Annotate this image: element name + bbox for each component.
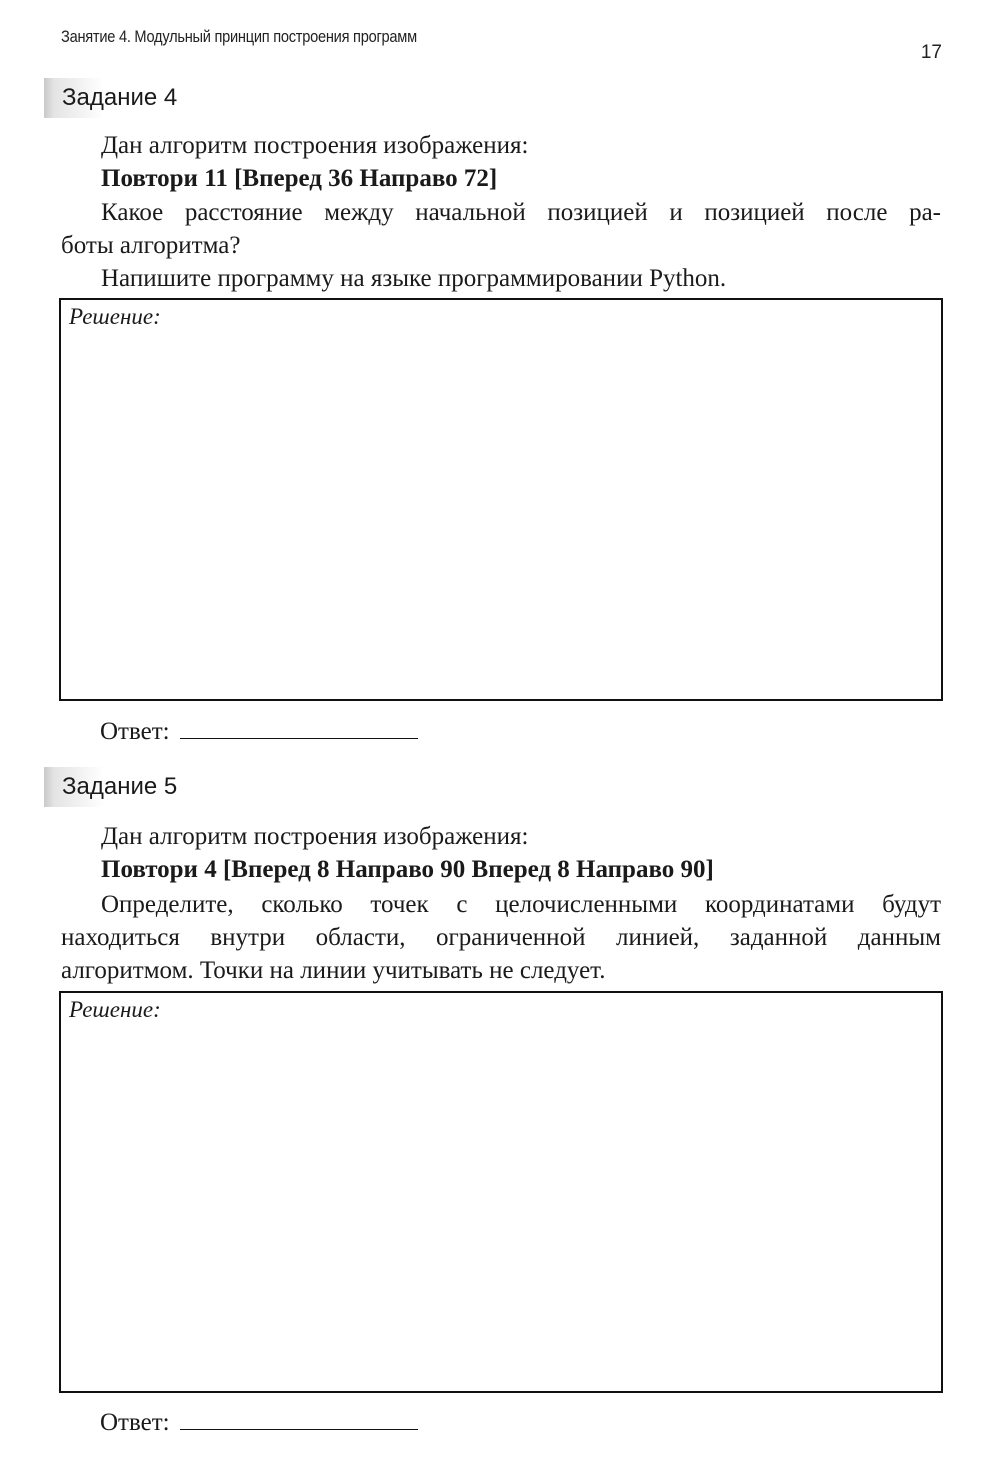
- task-5-answer-blank[interactable]: [180, 1407, 418, 1430]
- task-4-heading-text: Задание 4: [62, 84, 178, 111]
- task-5-intro: Дан алгоритм построения изображения:: [101, 823, 529, 850]
- running-head: Занятие 4. Модульный принцип построения программ: [61, 27, 417, 46]
- task-5-solution-label: Решение:: [69, 997, 161, 1022]
- task-5-question-line-2: находиться внутри области, ограниченной линией, заданной данным: [61, 924, 941, 951]
- task-4-algorithm: Повтори 11 [Вперед 36 Направо 72]: [101, 165, 498, 192]
- task-5-answer: [100, 1407, 418, 1437]
- task-5-question-line-1: Определите, сколько точек с целочисленными координатами будут: [101, 891, 941, 918]
- task-4-answer-label: Ответ:: [100, 718, 170, 745]
- task-4-answer-blank[interactable]: [180, 716, 418, 739]
- task-4-answer: [100, 716, 418, 746]
- task-4-heading: [44, 78, 214, 118]
- task-5-question-line-3: алгоритмом. Точки на линии учитывать не следует.: [61, 957, 606, 984]
- task-4-question-line-2: боты алгоритма?: [61, 232, 241, 259]
- task-4-question: [61, 196, 941, 262]
- task-5-answer-label: Ответ:: [100, 1409, 170, 1436]
- task-5-question: [61, 888, 941, 987]
- task-4-solution-box[interactable]: [59, 298, 943, 701]
- page-number: 17: [920, 42, 942, 63]
- task-4-solution-label: Решение:: [69, 304, 161, 329]
- task-4-instruction: Напишите программу на языке программировании Python.: [101, 265, 727, 292]
- task-4-question-line-1: Какое расстояние между начальной позицией и позицией после ра-: [101, 199, 941, 226]
- task-4-intro: Дан алгоритм построения изображения:: [101, 132, 529, 159]
- task-5-algorithm: Повтори 4 [Вперед 8 Направо 90 Вперед 8 Направо 90]: [101, 856, 714, 883]
- task-5-heading: [44, 767, 214, 807]
- task-5-heading-text: Задание 5: [62, 773, 178, 800]
- task-5-solution-box[interactable]: [59, 991, 943, 1393]
